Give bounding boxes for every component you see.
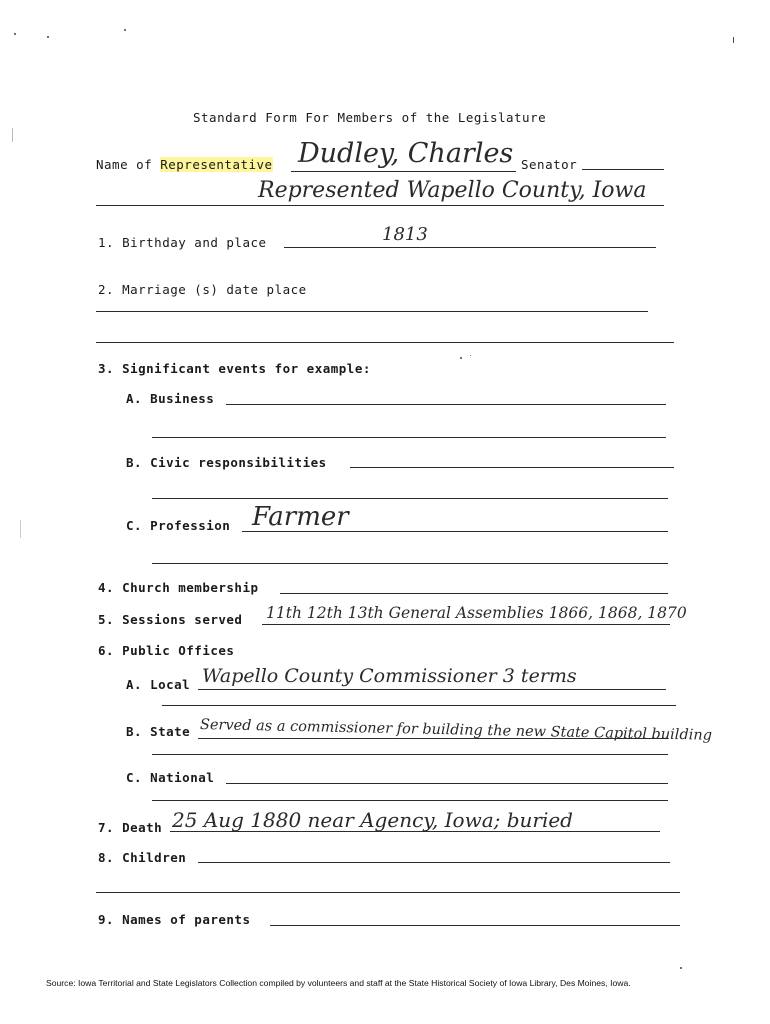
scan-speck: [470, 355, 471, 356]
senator-line: [582, 169, 664, 170]
q3b-civic-label: B. Civic responsibilities: [126, 455, 327, 470]
q3-events-label: 3. Significant events for example:: [98, 361, 371, 376]
scan-speck: [12, 128, 13, 142]
q6b-line-1: [198, 738, 668, 739]
representative-highlight: Representative: [160, 157, 273, 172]
q1-birthday-value: 1813: [382, 224, 428, 245]
q7-death-label: 7. Death: [98, 820, 163, 835]
q3c-line-1: [242, 531, 668, 532]
q6a-line-1: [198, 689, 666, 690]
q3c-profession-value: Farmer: [252, 502, 349, 532]
q9-parents-label: 9. Names of parents: [98, 912, 251, 927]
q7-line: [170, 831, 660, 832]
q6b-state-label: B. State: [126, 724, 191, 739]
scan-speck: [14, 33, 16, 35]
q3a-line-2: [152, 437, 666, 438]
q8-children-label: 8. Children: [98, 850, 187, 865]
scan-speck: [47, 36, 49, 38]
q2-line-2: [96, 342, 674, 343]
q3a-line-1: [226, 404, 666, 405]
q3c-profession-label: C. Profession: [126, 518, 231, 533]
scan-speck: [680, 967, 682, 969]
source-note: Source: Iowa Territorial and State Legislators Collection compiled by volunteers and staff at the State Historical Society of Iowa Library, Des Moines, Iowa.: [46, 978, 631, 988]
name-label-prefix: Name of: [96, 157, 161, 172]
q8-line-2: [96, 892, 680, 893]
q1-line: [284, 247, 656, 248]
q6a-local-value: Wapello County Commissioner 3 terms: [202, 665, 577, 687]
q4-line: [280, 593, 668, 594]
q3b-line-1: [350, 467, 674, 468]
name-label: [96, 157, 273, 172]
q6b-line-2: [152, 754, 668, 755]
q3b-line-2: [152, 498, 668, 499]
senator-label: Senator: [521, 157, 578, 172]
q6a-local-label: A. Local: [126, 677, 191, 692]
q6c-line-1: [226, 783, 668, 784]
q6a-line-2: [162, 705, 676, 706]
q4-church-label: 4. Church membership: [98, 580, 259, 595]
q2-line-1: [96, 311, 648, 312]
scan-speck: [20, 520, 21, 538]
q2-marriage-label: 2. Marriage (s) date place: [98, 282, 307, 297]
represented-note: Represented Wapello County, Iowa: [258, 178, 647, 203]
scan-speck: [124, 29, 126, 31]
q9-line: [270, 925, 680, 926]
q7-death-value: 25 Aug 1880 near Agency, Iowa; buried: [172, 808, 573, 832]
q6-offices-label: 6. Public Offices: [98, 643, 235, 658]
q6c-national-label: C. National: [126, 770, 215, 785]
scan-speck: [733, 37, 734, 43]
name-line: [291, 171, 516, 172]
q3c-line-2: [152, 563, 668, 564]
q5-line: [262, 624, 670, 625]
form-title: Standard Form For Members of the Legislature: [193, 110, 547, 125]
q8-line-1: [198, 862, 670, 863]
q5-sessions-label: 5. Sessions served: [98, 612, 243, 627]
q1-birthday-label: 1. Birthday and place: [98, 235, 267, 250]
q3a-business-label: A. Business: [126, 391, 215, 406]
scan-speck: [460, 357, 462, 359]
name-second-line: [96, 205, 664, 206]
q6b-state-value: Served as a commissioner for building the new State Capitol building: [199, 717, 713, 744]
name-value: Dudley, Charles: [298, 138, 514, 169]
q6c-line-2: [152, 800, 668, 801]
q5-sessions-value: 11th 12th 13th General Assemblies 1866, 1868, 1870: [266, 604, 687, 622]
